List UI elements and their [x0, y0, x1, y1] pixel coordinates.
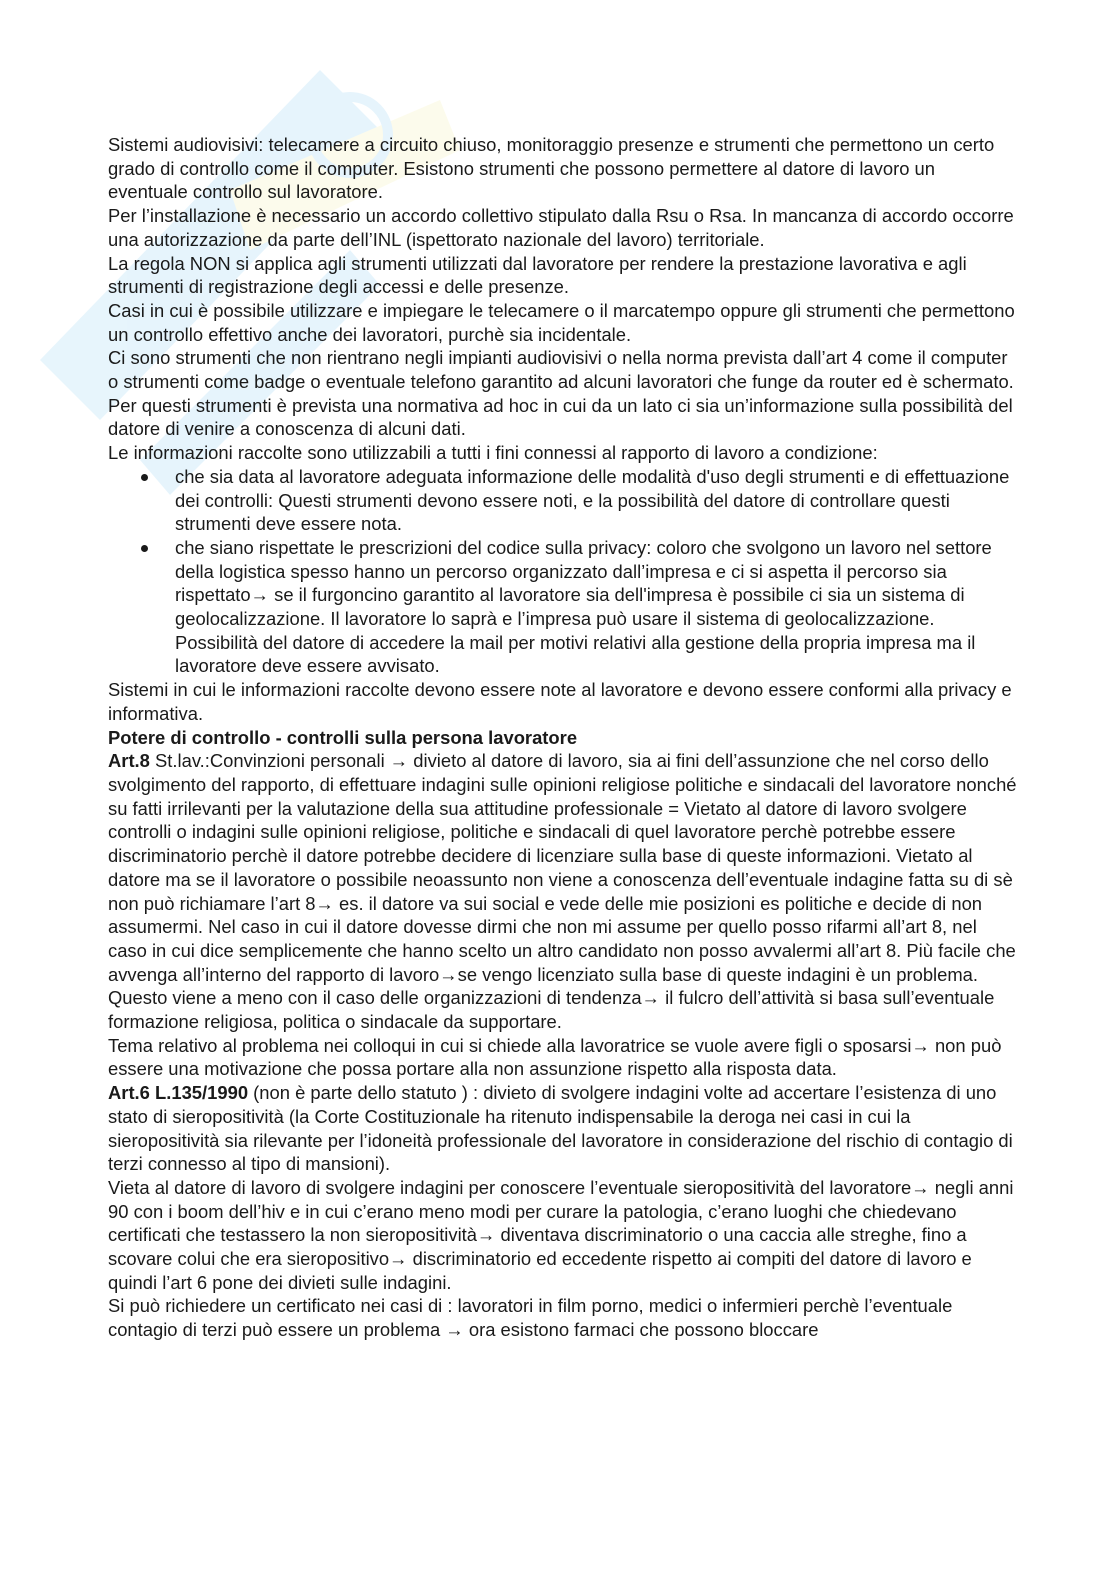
paragraph-art6	[108, 1081, 1018, 1176]
paragraph: Sistemi audiovisivi: telecamere a circuito chiuso, monitoraggio presenze e strumenti che permettono un certo grado di controllo come il computer. Esistono strumenti che possono permettere al datore di lavoro un eventuale controllo sul lavoratore.	[108, 134, 995, 203]
paragraph: Per l’installazione è necessario un accordo collettivo stipulato dalla Rsu o Rsa. In mancanza di accordo occorre una autorizzazione da parte dell’INL (ispettorato nazionale del lavoro) territoriale.	[108, 205, 1014, 250]
paragraph: La regola NON si applica agli strumenti utilizzati dal lavoratore per rendere la prestazione lavorativa e agli strumenti di registrazione degli accessi e delle presenze.	[108, 252, 967, 298]
section-heading: Potere di controllo - controlli sulla persona lavoratore	[108, 726, 578, 748]
bullet-icon	[141, 474, 148, 481]
paragraph: Vieta al datore di lavoro di svolgere indagini per conoscere l’eventuale sieropositività del lavoratore→ negli anni 90 con i boom dell’hiv e in cui c’erano meno modi per curare la patologia, c’erano luoghi che chiedevano certificati che testassero la non sieropositività→ diventava discriminatorio o una caccia alle streghe, fino a scovare colui che era sieropositivo→ discriminatorio ed eccedente rispetto ai compiti del datore di lavoro e quindi l’art 6 pone dei divieti sulle indagini.	[108, 1176, 1014, 1293]
paragraph: Ci sono strumenti che non rientrano negli impianti audiovisivi o nella norma prevista dall’art 4 come il computer o strumenti come badge o eventuale telefono garantito ad alcuni lavoratori che funge da router ed è schermato. Per questi strumenti è prevista una normativa ad hoc in cui da un lato ci sia un’informazione sulla possibilità del datore di venire a conoscenza di alcuni dati.	[108, 347, 1014, 440]
list-item-continuation: Possibilità del datore di accedere la mail per motivi relativi alla gestione della propria impresa ma il lavoratore deve essere avvisato.	[175, 631, 976, 677]
bullet-icon	[141, 545, 148, 552]
paragraph: Le informazioni raccolte sono utilizzabili a tutti i fini connessi al rapporto di lavoro a condizione:	[108, 442, 878, 464]
list-item-text: che sia data al lavoratore adeguata informazione delle modalità d'uso degli strumenti e di effettuazione dei controlli: Questi strumenti devono essere noti, e la possibilità del datore di controllare questi strumenti deve essere nota.	[175, 465, 1010, 535]
paragraph: Si può richiedere un certificato nei casi di : lavoratori in film porno, medici o infermieri perchè l’eventuale contagio di terzi può essere un problema → ora esistono farmaci che possono bloccare	[108, 1295, 953, 1341]
list-item-text: che siano rispettate le prescrizioni del codice sulla privacy: coloro che svolgono un lavoro nel settore della logistica spesso hanno un percorso organizzato dall’impresa e ci si aspetta il percorso sia rispettato→ se il furgoncino garantito al lavoratore sia dell'impresa è possibile ci sia un sistema di geolocalizzazione. Il lavoratore lo saprà e l’impresa può usare il sistema di geolocalizzazione.	[175, 536, 992, 630]
document-body	[108, 133, 1018, 1342]
paragraph: Casi in cui è possibile utilizzare e impiegare le telecamere o il marcatempo oppure gli strumenti che permettono un controllo effettivo anche dei lavoratori, purchè sia incidentale.	[108, 299, 1015, 345]
article-text: St.lav.:Convinzioni personali → divieto al datore di lavoro, sia ai fini dell’assunzione che nel corso dello svolgimento del rapporto, di effettuare indagini sulle opinioni religiose politiche e sindacali del lavoratore nonché su fatti irrilevanti per la valutazione della sua attitudine professionale = Vietato al datore di lavoro svolgere controlli o indagini sulle opinioni religiose, politiche e sindacali di quel lavoratore perchè potrebbe essere discriminatorio perchè il datore potrebbe decidere di licenziare sulla base di queste informazioni. Vietato al datore ma se il lavoratore o possibile neoassunto non viene a conoscenza dell’eventuale indagine fatta su di sè non può richiamare l’art 8→ es. il datore va sui social e vede delle mie posizioni es politiche e decide di non assumermi. Nel caso in cui il datore dovesse dirmi che non mi assume per quello posso rifarmi all’art 8, nel caso in cui dice semplicemente che hanno scelto un altro candidato non posso avvalermi all’art 8. Più facile che avvenga all’interno del rapporto di lavoro→se vengo licenziato sulla base di queste indagini è un problema.	[108, 750, 1017, 985]
article-label: Art.6 L.135/1990	[108, 1082, 249, 1104]
list-item	[108, 465, 1018, 536]
bullet-list	[108, 465, 1018, 631]
paragraph: Sistemi in cui le informazioni raccolte devono essere note al lavoratore e devono essere conformi alla privacy e informativa.	[108, 679, 1012, 724]
article-label: Art.8	[108, 750, 150, 772]
list-item	[108, 536, 1018, 631]
paragraph: Tema relativo al problema nei colloqui in cui si chiede alla lavoratrice se vuole avere figli o sposarsi→ non può essere una motivazione che possa portare alla non assunzione rispetto alla risposta data.	[108, 1034, 1002, 1080]
paragraph: Questo viene a meno con il caso delle organizzazioni di tendenza→ il fulcro dell’attività si basa sull’eventuale formazione religiosa, politica o sindacale da supportare.	[108, 987, 995, 1033]
paragraph-art8	[108, 749, 1018, 986]
article-text: (non è parte dello statuto ) : divieto di svolgere indagini volte ad accertare l’esistenza di uno stato di sieropositività (la Corte Costituzionale ha ritenuto indispensabile la deroga nei casi in cui la sieropositività sia rilevante per l’idoneità professionale del lavoratore in considerazione del rischio di contagio di terzi connesso al tipo di mansioni).	[108, 1082, 1013, 1175]
